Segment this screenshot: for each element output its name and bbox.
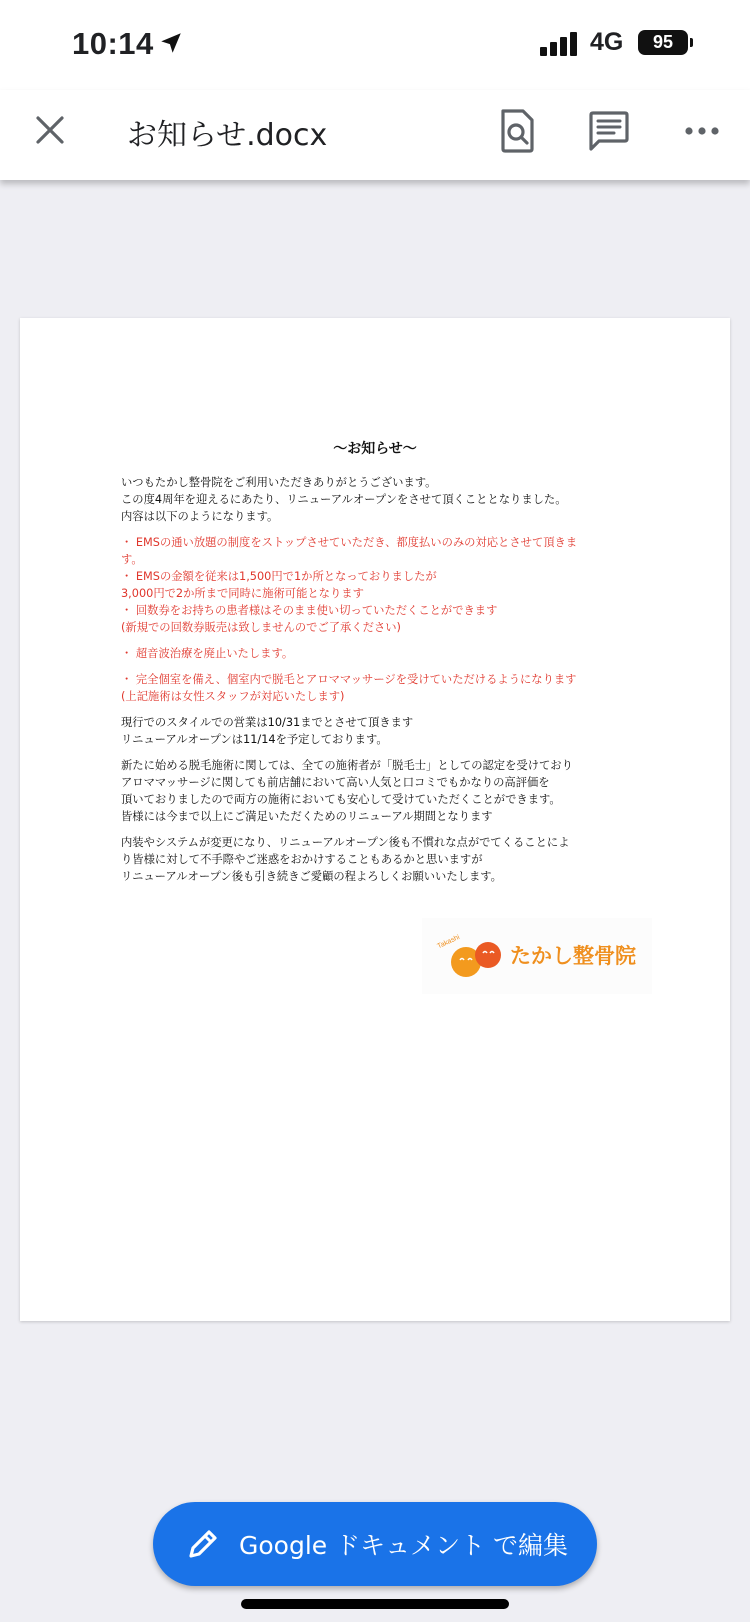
pencil-icon bbox=[185, 1526, 221, 1562]
home-indicator[interactable] bbox=[241, 1599, 509, 1609]
status-bar bbox=[0, 0, 750, 90]
closing-line: 内装やシステムが変更になり、リニューアルオープン後も不慣れな点がでてくることによ bbox=[121, 836, 570, 849]
intro-line: この度4周年を迎えるにあたり、リニューアルオープンをさせて頂くこととなりました。 bbox=[121, 493, 567, 506]
find-in-page-icon[interactable] bbox=[497, 108, 537, 154]
network-type: 4G bbox=[590, 28, 624, 56]
hair-removal-line: 頂いておりましたので両方の施術においても安心して受けていただくことができます。 bbox=[121, 793, 561, 806]
edit-in-google-docs-button[interactable] bbox=[153, 1502, 597, 1586]
document-body bbox=[121, 474, 641, 885]
notice-item: ・ 完全個室を備え、個室内で脱毛とアロママッサージを受けていただけるようになります bbox=[121, 673, 577, 686]
intro-line: いつもたかし整骨院をご利用いただきありがとうございます。 bbox=[121, 476, 437, 489]
hair-removal-line: 皆様には今まで以上にご満足いただくためのリニューアル期間となります bbox=[121, 810, 493, 823]
logo-mascot-icon bbox=[422, 918, 512, 994]
comment-icon[interactable] bbox=[588, 110, 630, 152]
battery-indicator: 95 bbox=[638, 30, 688, 55]
document-heading: ～お知らせ～ bbox=[333, 441, 417, 457]
intro-line: 内容は以下のようになります。 bbox=[121, 510, 279, 523]
clinic-logo bbox=[422, 918, 652, 994]
notice-item: 3,000円で2か所まで同時に施術可能となります bbox=[121, 587, 364, 600]
closing-line: リニューアルオープン後も引き続きご愛顧の程よろしくお願いいたします。 bbox=[121, 870, 502, 883]
close-icon[interactable] bbox=[30, 110, 70, 150]
document-title: お知らせ.docx bbox=[127, 118, 328, 153]
notice-item: ・ 超音波治療を廃止いたします。 bbox=[121, 647, 294, 660]
edit-button-label: Google ドキュメント で編集 bbox=[239, 1531, 569, 1560]
status-time: 10:14 bbox=[72, 26, 154, 61]
hair-removal-line: アロママッサージに関しても前店舗において高い人気と口コミでもかなりの高評価を bbox=[121, 776, 550, 789]
document-page[interactable] bbox=[20, 318, 730, 1321]
notice-item: す。 bbox=[121, 553, 143, 566]
notice-item: (新規での回数券販売は致しませんのでご了承ください) bbox=[121, 621, 401, 634]
notice-item: (上記施術は女性スタッフが対応いたします) bbox=[121, 690, 345, 703]
schedule-line: 現行でのスタイルでの営業は10/31までとさせて頂きます bbox=[121, 716, 414, 729]
closing-line: り皆様に対して不手際やご迷惑をおかけすることもあるかと思いますが bbox=[121, 853, 483, 866]
hair-removal-line: 新たに始める脱毛施術に関しては、全ての施術者が「脱毛士」としての認定を受けており bbox=[121, 759, 573, 772]
signal-strength-icon bbox=[540, 30, 580, 56]
battery-tip bbox=[690, 38, 693, 47]
top-toolbar bbox=[0, 90, 750, 180]
location-arrow-icon bbox=[158, 30, 184, 56]
schedule-line: リニューアルオープンは11/14を予定しております。 bbox=[121, 733, 388, 746]
logo-text: たかし整骨院 bbox=[510, 944, 636, 968]
logo-small-text: Takashi bbox=[436, 933, 461, 951]
notice-item: ・ EMSの金額を従来は1,500円で1か所となっておりましたが bbox=[121, 570, 437, 583]
notice-item: ・ 回数券をお持ちの患者様はそのまま使い切っていただくことができます bbox=[121, 604, 498, 617]
more-options-icon[interactable] bbox=[682, 118, 722, 144]
notice-item: ・ EMSの通い放題の制度をストップさせていただき、都度払いのみの対応とさせて頂きま bbox=[121, 536, 578, 549]
